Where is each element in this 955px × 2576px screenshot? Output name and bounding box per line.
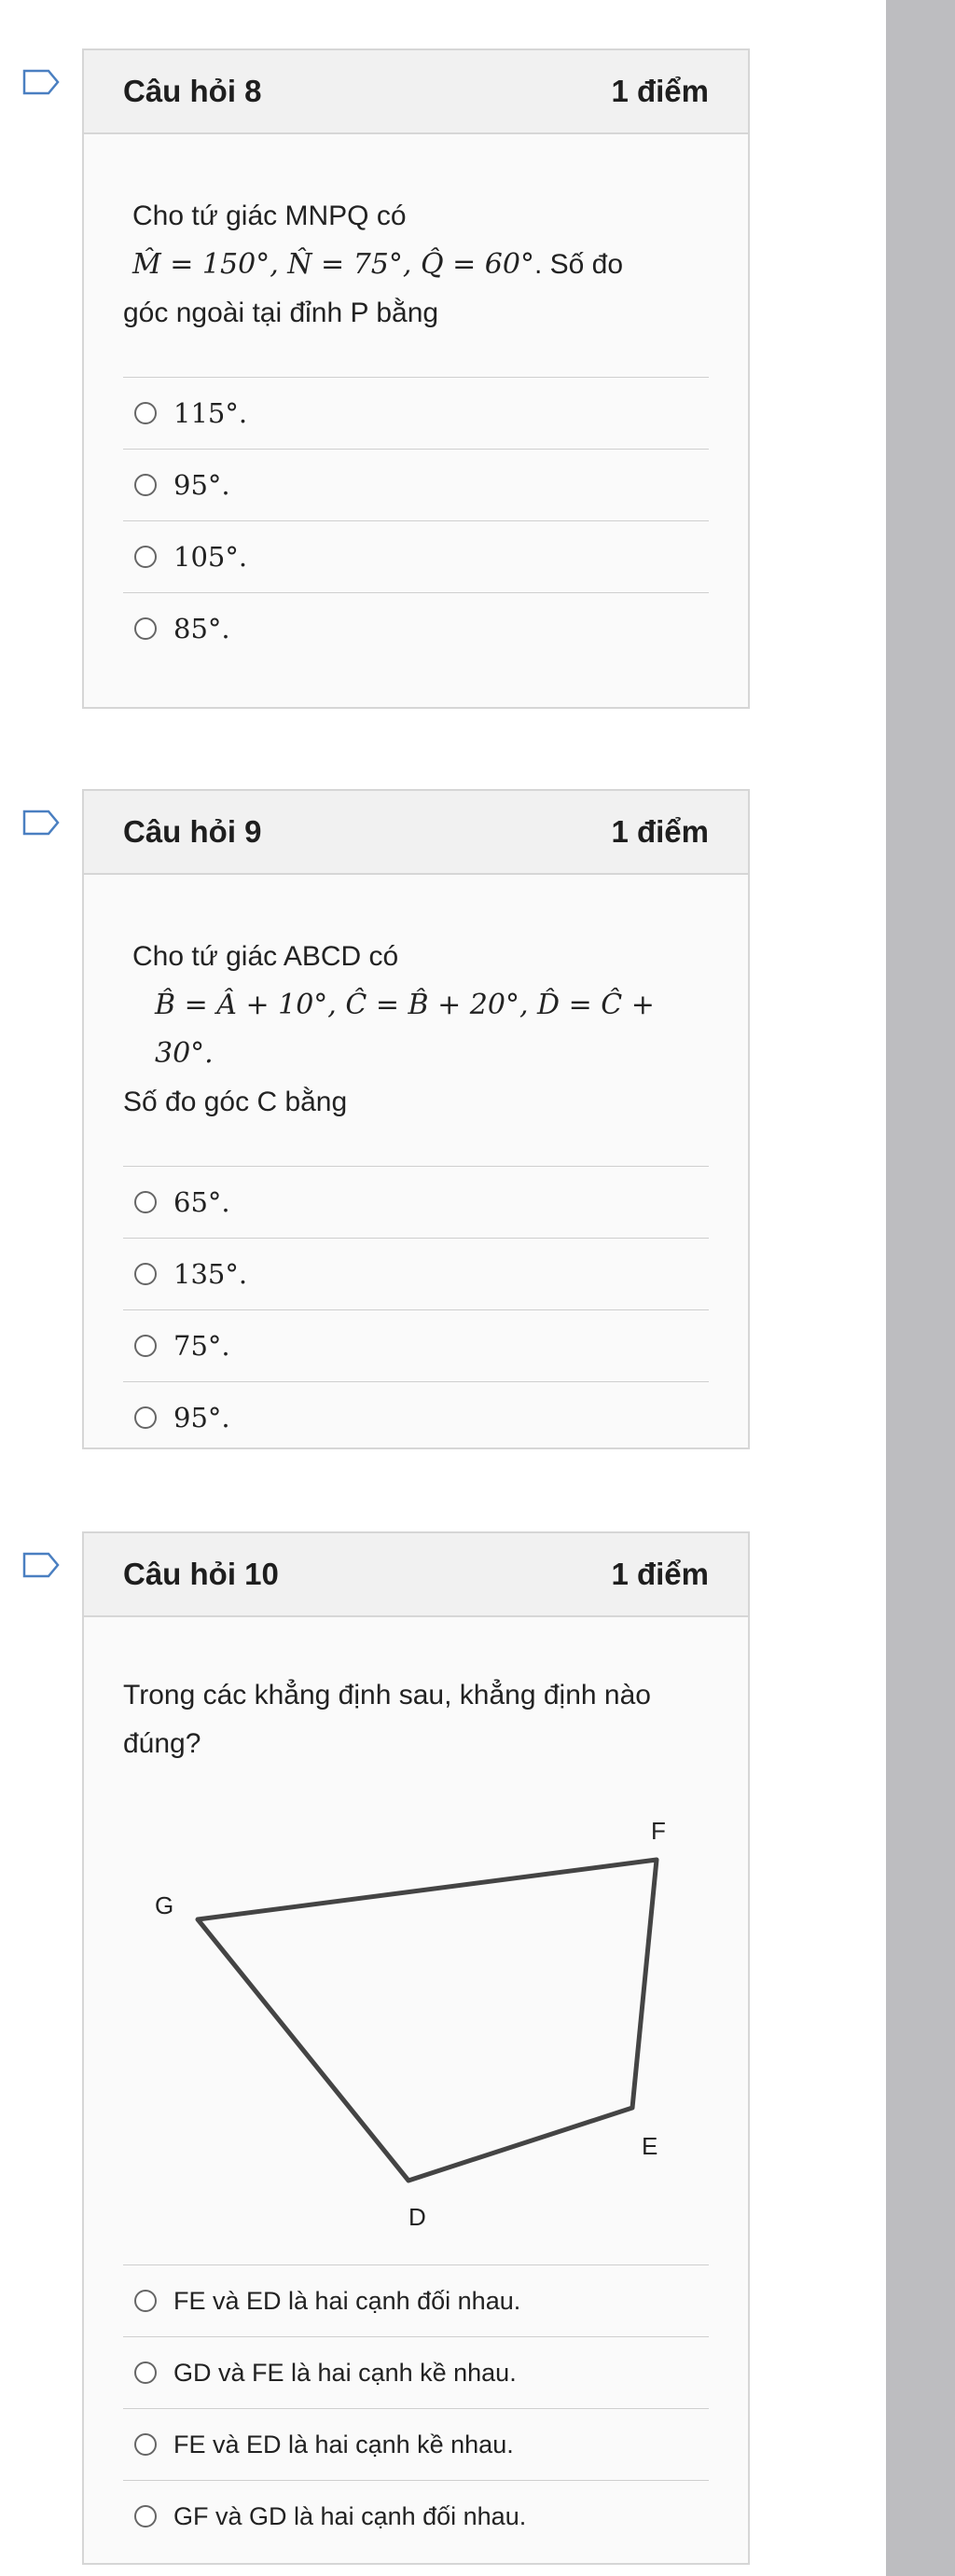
quadrilateral-diagram: [123, 1774, 713, 2240]
answer-option[interactable]: [123, 2481, 709, 2552]
flag-icon[interactable]: [22, 69, 60, 95]
answer-option[interactable]: [123, 378, 709, 450]
answer-option[interactable]: [123, 593, 709, 664]
radio-button[interactable]: [134, 2505, 157, 2528]
prompt-text: . Số đo: [533, 249, 624, 280]
vertex-label-g: G: [155, 1891, 174, 1919]
prompt-math: B̂ = Â + 10°, Ĉ = B̂ + 20°, D̂ = Ĉ + 30°.: [155, 989, 655, 1070]
radio-button[interactable]: [134, 1335, 157, 1357]
question-title: Câu hỏi 8: [123, 74, 262, 108]
option-label: 65°.: [173, 1186, 230, 1218]
prompt-line: Cho tứ giác MNPQ có: [132, 201, 407, 231]
radio-button[interactable]: [134, 1263, 157, 1285]
answer-option[interactable]: [123, 2409, 709, 2481]
prompt-math: M̂ = 150°, N̂ = 75°, Q̂ = 60°: [132, 248, 534, 281]
prompt-line: đúng?: [123, 1728, 201, 1759]
radio-button[interactable]: [134, 2433, 157, 2456]
option-label: 85°.: [173, 613, 230, 644]
answer-options: [123, 1166, 709, 1453]
radio-button[interactable]: [134, 546, 157, 568]
question-points: 1 điểm: [611, 74, 709, 108]
scrollbar-track[interactable]: [886, 0, 955, 2576]
option-label: GF và GD là hai cạnh đối nhau.: [173, 2501, 527, 2530]
option-label: 75°.: [173, 1330, 230, 1362]
answer-options: [123, 2264, 709, 2552]
answer-option[interactable]: [123, 2337, 709, 2409]
vertex-label-e: E: [642, 2132, 658, 2160]
answer-option[interactable]: [123, 1382, 709, 1453]
radio-button[interactable]: [134, 1406, 157, 1429]
option-label: GD và FE là hai cạnh kề nhau.: [173, 2358, 517, 2387]
radio-button[interactable]: [134, 1191, 157, 1213]
question-card-10: [82, 1531, 750, 2565]
option-label: FE và ED là hai cạnh kề nhau.: [173, 2430, 514, 2458]
answer-option[interactable]: [123, 2265, 709, 2337]
vertex-label-d: D: [408, 2203, 426, 2231]
question-title: Câu hỏi 10: [123, 1557, 279, 1591]
answer-option[interactable]: [123, 521, 709, 593]
question-title: Câu hỏi 9: [123, 814, 262, 849]
prompt-line: Cho tứ giác ABCD có: [132, 941, 399, 972]
question-header: [84, 1533, 748, 1617]
question-header: [84, 50, 748, 134]
question-card-8: [82, 48, 750, 709]
quadrilateral-figure: [123, 1774, 709, 2240]
radio-button[interactable]: [134, 474, 157, 496]
prompt-line: Trong các khẳng định sau, khẳng định nào: [123, 1680, 651, 1710]
answer-option[interactable]: [123, 1239, 709, 1310]
question-prompt: [123, 1617, 709, 1768]
radio-button[interactable]: [134, 402, 157, 424]
option-label: 135°.: [173, 1258, 248, 1290]
option-label: 115°.: [173, 397, 248, 429]
answer-option[interactable]: [123, 1167, 709, 1239]
prompt-line: Số đo góc C bằng: [123, 1087, 348, 1117]
quadrilateral-shape: [198, 1860, 657, 2181]
flag-icon[interactable]: [22, 810, 60, 836]
vertex-label-f: F: [651, 1817, 666, 1845]
question-prompt: [123, 134, 709, 338]
flag-icon[interactable]: [22, 1552, 60, 1578]
option-label: 105°.: [173, 541, 248, 573]
question-card-9: [82, 789, 750, 1449]
question-header: [84, 791, 748, 875]
radio-button[interactable]: [134, 617, 157, 640]
answer-options: [123, 377, 709, 664]
prompt-line: góc ngoài tại đỉnh P bằng: [123, 298, 439, 328]
radio-button[interactable]: [134, 2290, 157, 2312]
question-points: 1 điểm: [611, 1557, 709, 1591]
question-points: 1 điểm: [611, 814, 709, 849]
question-prompt: [123, 875, 709, 1127]
option-label: 95°.: [173, 469, 230, 501]
answer-option[interactable]: [123, 450, 709, 521]
radio-button[interactable]: [134, 2361, 157, 2384]
option-label: 95°.: [173, 1402, 230, 1433]
answer-option[interactable]: [123, 1310, 709, 1382]
option-label: FE và ED là hai cạnh đối nhau.: [173, 2286, 521, 2315]
